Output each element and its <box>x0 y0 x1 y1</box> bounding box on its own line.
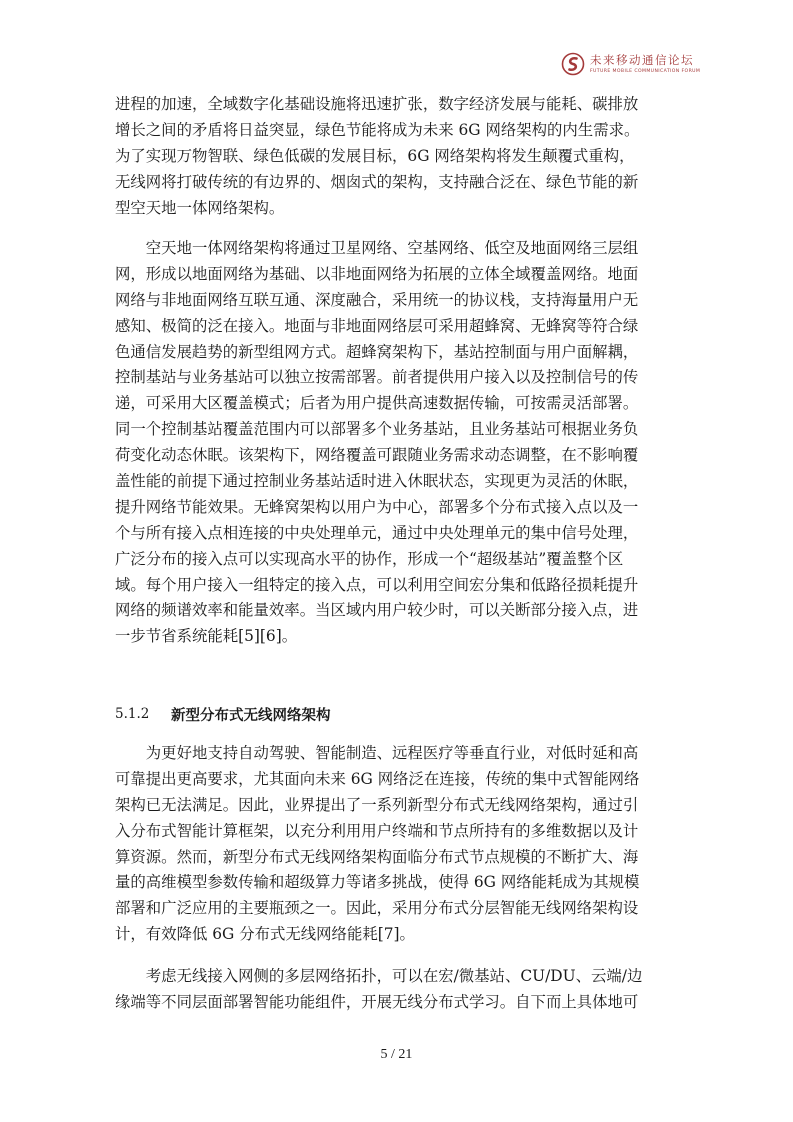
text-line: 型空天地一体网络架构。 <box>115 198 285 217</box>
text-line: 域。每个用户接入一组特定的接入点，可以利用空间宏分集和低路径损耗提升 <box>115 575 639 594</box>
text-line: 感知、极简的泛在接入。地面与非地面网络层可采用超蜂窝、无蜂窝等符合绿 <box>115 316 639 335</box>
text-line: 考虑无线接入网侧的多层网络拓扑，可以在宏/微基站、CU/DU、云端/边 <box>115 967 643 985</box>
text-line: 算资源。然而，新型分布式无线网络架构面临分布式节点规模的不断扩大、海 <box>115 847 639 866</box>
text-line: 个与所有接入点相连接的中央处理单元，通过中央处理单元的集中信号处理， <box>115 523 639 542</box>
text-line: 控制基站与业务基站可以独立按需部署。前者提供用户接入以及控制信号的传 <box>115 368 639 387</box>
text-line: 网络与非地面网络互联互通、深度融合，采用统一的协议栈，支持海量用户无 <box>115 290 639 309</box>
text-line: 广泛分布的接入点可以实现高水平的协作，形成一个“超级基站”覆盖整个区 <box>115 549 624 568</box>
text-line: 架构已无法满足。因此，业界提出了一系列新型分布式无线网络架构，通过引 <box>115 795 639 814</box>
text-line: 为了实现万物智联、绿色低碳的发展目标，6G 网络架构将发生颠覆式重构， <box>115 146 635 165</box>
forum-logo-cn: 未来移动通信论坛 <box>590 53 694 67</box>
text-line: 递，可采用大区覆盖模式；后者为用户提供高速数据传输，可按需灵活部署。 <box>115 394 639 413</box>
text-line: 为更好地支持自动驾驶、智能制造、远程医疗等垂直行业，对低时延和高 <box>115 744 639 762</box>
text-line: 量的高维模型参数传输和超级算力等诸多挑战，使得 6G 网络能耗成为其规模 <box>115 873 640 892</box>
text-line: 荷变化动态休眠。该架构下，网络覆盖可跟随业务需求动态调整，在不影响覆 <box>115 446 639 465</box>
text-line: 进程的加速，全域数字化基础设施将迅速扩张，数字经济发展与能耗、碳排放 <box>115 95 639 113</box>
section-title: 新型分布式无线网络架构 <box>171 708 331 724</box>
forum-logo-icon <box>561 52 585 76</box>
page-number: 5 / 21 <box>380 1047 413 1062</box>
text-line: 空天地一体网络架构将通过卫星网络、空基网络、低空及地面网络三层组 <box>115 239 639 257</box>
text-line: 入分布式智能计算框架，以充分利用用户终端和节点所持有的多维数据以及计 <box>115 821 639 840</box>
text-line: 色通信发展趋势的新型组网方式。超蜂窝架构下，基站控制面与用户面解耦， <box>115 342 639 361</box>
text-line: 同一个控制基站覆盖范围内可以部署多个业务基站，且业务基站可根据业务负 <box>115 420 639 439</box>
forum-logo <box>561 46 741 82</box>
text-line: 网络的频谱效率和能量效率。当区域内用户较少时，可以关断部分接入点，进 <box>115 601 639 620</box>
text-line: 部署和广泛应用的主要瓶颈之一。因此，采用分布式分层智能无线网络架构设 <box>115 899 639 918</box>
text-line: 可靠提出更高要求，尤其面向未来 6G 网络泛在连接，传统的集中式智能网络 <box>115 769 640 788</box>
paragraph <box>115 964 683 1016</box>
paragraph <box>115 92 683 221</box>
text-line: 增长之间的矛盾将日益突显，绿色节能将成为未来 6G 网络架构的内生需求。 <box>115 120 640 139</box>
paragraph <box>115 236 683 650</box>
section-heading <box>115 703 683 727</box>
text-line: 计，有效降低 6G 分布式无线网络能耗[7]。 <box>115 925 415 944</box>
paragraph <box>115 741 683 948</box>
text-line: 无线网将打破传统的有边界的、烟囱式的架构，支持融合泛在、绿色节能的新 <box>115 172 639 191</box>
text-line: 一步节省系统能耗[5][6]。 <box>115 627 298 646</box>
text-line: 网，形成以地面网络为基础、以非地面网络为拓展的立体全域覆盖网络。地面 <box>115 264 639 283</box>
text-line: 缘端等不同层面部署智能功能组件，开展无线分布式学习。自下而上具体地可 <box>115 992 639 1011</box>
section-number: 5.1.2 <box>115 706 150 722</box>
text-line: 盖性能的前提下通过控制业务基站适时进入休眠状态，实现更为灵活的休眠， <box>115 472 639 491</box>
text-line: 提升网络节能效果。无蜂窝架构以用户为中心，部署多个分布式接入点以及一 <box>115 497 639 516</box>
forum-logo-en: FUTURE MOBILE COMMUNICATION FORUM <box>590 69 701 74</box>
